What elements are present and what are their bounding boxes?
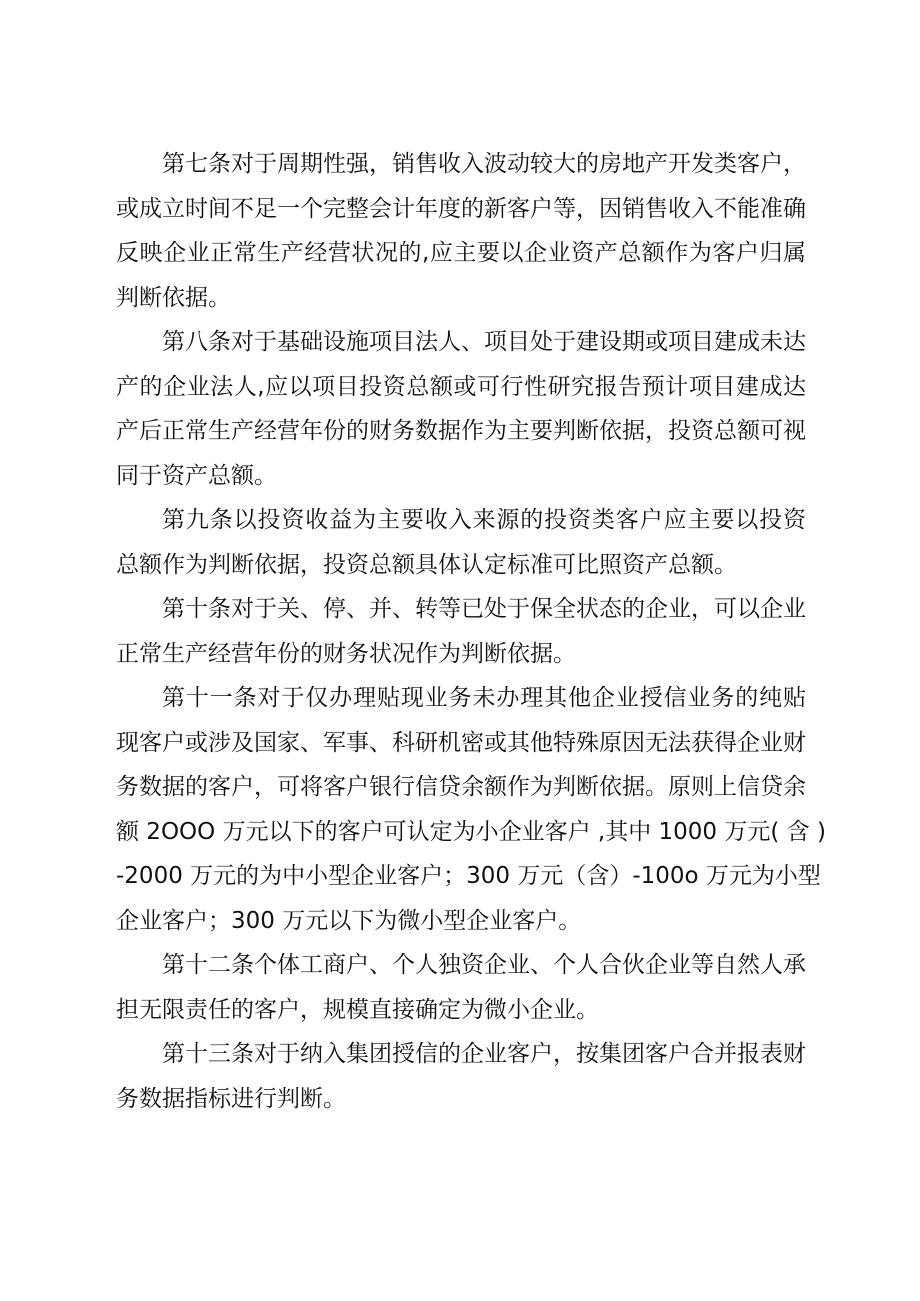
article-12-paragraph: [116, 943, 806, 1032]
paragraph-line: 现客户或涉及国家、军事、科研机密或其他特殊原因无法获得企业财: [116, 729, 806, 756]
article-7-paragraph: [116, 142, 806, 320]
paragraph-line: 产后正常生产经营年份的财务数据作为主要判断依据，投资总额可视: [116, 418, 806, 444]
paragraph-line: 同于资产总额。: [116, 462, 277, 489]
article-8-paragraph: [116, 320, 806, 498]
paragraph-line: 第九条以投资收益为主要收入来源的投资类客户应主要以投资: [162, 507, 806, 533]
paragraph-line: 第十条对于关、停、并、转等已处于保全状态的企业，可以企业: [162, 596, 806, 622]
article-13-paragraph: [116, 1032, 806, 1121]
article-11-paragraph: [116, 676, 826, 943]
paragraph-line: 第十一条对于仅办理贴现业务未办理其他企业授信业务的纯贴: [162, 685, 806, 711]
paragraph-line: 总额作为判断依据，投资总额具体认定标准可比照资产总额。: [116, 551, 737, 578]
article-10-paragraph: [116, 587, 806, 676]
paragraph-line: 反映企业正常生产经营状况的,应主要以企业资产总额作为客户归属: [116, 240, 806, 266]
paragraph-line: 额 2OOO 万元以下的客户可认定为小企业客户 ,其中 1000 万元( 含 ): [116, 818, 826, 845]
paragraph-line: 产的企业法人,应以项目投资总额或可行性研究报告预计项目建成达: [116, 373, 806, 400]
paragraph-line: 务数据的客户，可将客户银行信贷余额作为判断依据。原则上信贷余: [116, 774, 806, 800]
paragraph-line: 第十三条对于纳入集团授信的企业客户，按集团客户合并报表财: [162, 1041, 806, 1067]
paragraph-line: 或成立时间不足一个完整会计年度的新客户等，因销售收入不能准确: [116, 195, 806, 222]
paragraph-line: -2000 万元的为中小型企业客户；300 万元（含）-100o 万元为小型: [116, 863, 821, 889]
paragraph-line: 正常生产经营年份的财务状况作为判断依据。: [116, 640, 576, 667]
paragraph-line: 第七条对于周期性强，销售收入波动较大的房地产开发类客户，: [162, 151, 806, 177]
paragraph-line: 第十二条个体工商户、个人独资企业、个人合伙企业等自然人承: [162, 952, 806, 978]
paragraph-line: 企业客户；300 万元以下为微小型企业客户。: [116, 907, 582, 934]
article-9-paragraph: [116, 498, 806, 587]
paragraph-line: 判断依据。: [116, 284, 231, 311]
paragraph-line: 第八条对于基础设施项目法人、项目处于建设期或项目建成未达: [162, 329, 806, 355]
paragraph-line: 担无限责任的客户，规模直接确定为微小企业。: [116, 996, 599, 1023]
paragraph-line: 务数据指标进行判断。: [116, 1085, 346, 1112]
document-body: [116, 142, 826, 1121]
